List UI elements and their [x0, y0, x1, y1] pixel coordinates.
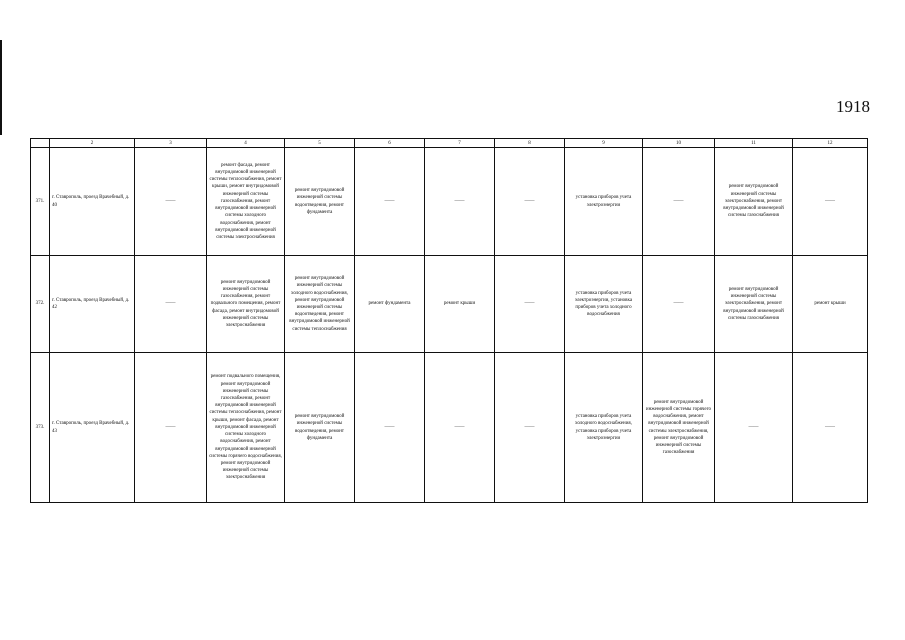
column-number: 4 — [207, 139, 285, 148]
address-cell: г. Ставрополь, проезд Врачебный, д. 42 — [50, 256, 135, 353]
left-edge-mark — [0, 40, 2, 135]
table-cell: ремонт внутридомовой инженерной системы водоотведения, ремонт фундамента — [285, 353, 355, 503]
table-cell: ремонт внутридомовой инженерной системы холодного водоснабжения, ремонт внутридомовой инженерной системы водоотведения, ремонт внутридомовой инженерной системы теплоснабжения — [285, 256, 355, 353]
repair-schedule-table — [30, 138, 868, 503]
column-number — [31, 139, 50, 148]
table-cell: —— — [135, 148, 207, 256]
table-cell: —— — [495, 256, 565, 353]
table-cell: ремонт внутридомовой инженерной системы электроснабжения, ремонт внутридомовой инженерной системы газоснабжения — [715, 256, 793, 353]
row-number: 371. — [31, 148, 50, 256]
table-cell: —— — [495, 148, 565, 256]
table-cell: —— — [643, 256, 715, 353]
table-cell: —— — [793, 353, 868, 503]
table-cell: —— — [355, 353, 425, 503]
table-cell: ремонт фасада, ремонт внутридомовой инженерной системы теплоснабжения, ремонт крыши, ремонт внутридомовой инженерной системы газоснабжения, ремонт внутридомовой инженерной системы холодного водоснабжения, ремонт внутридомовой инженерной системы электроснабжения — [207, 148, 285, 256]
table-row — [31, 148, 868, 256]
table-cell: ремонт подвального помещения, ремонт внутридомовой инженерной системы газоснабжения, ремонт внутридомовой инженерной системы теплоснабжения, ремонт крыши, ремонт фасада, ремонт внутридомовой инженерной системы холодного водоснабжения, ремонт внутридомовой инженерной системы горячего водоснабжения, ремонт внутридомовой инженерной системы электроснабжения — [207, 353, 285, 503]
column-number: 9 — [565, 139, 643, 148]
table-cell: ремонт внутридомовой инженерной системы электроснабжения, ремонт внутридомовой инженерной системы газоснабжения — [715, 148, 793, 256]
column-number: 6 — [355, 139, 425, 148]
table-cell: —— — [135, 256, 207, 353]
column-number: 3 — [135, 139, 207, 148]
table-cell: ремонт крыши — [793, 256, 868, 353]
table-cell: ремонт внутридомовой инженерной системы водоотведения, ремонт фундамента — [285, 148, 355, 256]
row-number: 372. — [31, 256, 50, 353]
table-cell: ремонт фундамента — [355, 256, 425, 353]
column-number: 12 — [793, 139, 868, 148]
address-cell: г. Ставрополь, проезд Врачебный, д. 40 — [50, 148, 135, 256]
table-row — [31, 353, 868, 503]
table-cell: —— — [425, 148, 495, 256]
table-cell: —— — [135, 353, 207, 503]
table-cell: —— — [715, 353, 793, 503]
table-cell: установка приборов учета электроэнергии — [565, 148, 643, 256]
address-cell: г. Ставрополь, проезд Врачебный, д. 43 — [50, 353, 135, 503]
table-cell: ремонт внутридомовой инженерной системы горячего водоснабжения, ремонт внутридомовой инженерной системы электроснабжения, ремонт внутридомовой инженерной системы газоснабжения — [643, 353, 715, 503]
column-number-row — [31, 139, 868, 148]
row-number: 373. — [31, 353, 50, 503]
table-cell: ремонт крыши — [425, 256, 495, 353]
column-number: 7 — [425, 139, 495, 148]
column-number: 5 — [285, 139, 355, 148]
column-number: 8 — [495, 139, 565, 148]
table-cell: —— — [643, 148, 715, 256]
table-cell: —— — [425, 353, 495, 503]
column-number: 10 — [643, 139, 715, 148]
table-cell: установка приборов учета холодного водоснабжения, установка приборов учета электроэнергии — [565, 353, 643, 503]
table-cell: —— — [355, 148, 425, 256]
column-number: 11 — [715, 139, 793, 148]
table-cell: —— — [793, 148, 868, 256]
table-row — [31, 256, 868, 353]
table-cell: ремонт внутридомовой инженерной системы газоснабжения, ремонт подвального помещения, ремонт фасада, ремонт внутридомовой инженерной системы электроснабжения — [207, 256, 285, 353]
table-cell: установка приборов учета электроэнергии, установка приборов учета холодного водоснабжения — [565, 256, 643, 353]
page-number: 1918 — [836, 97, 870, 116]
table-cell: —— — [495, 353, 565, 503]
column-number: 2 — [50, 139, 135, 148]
